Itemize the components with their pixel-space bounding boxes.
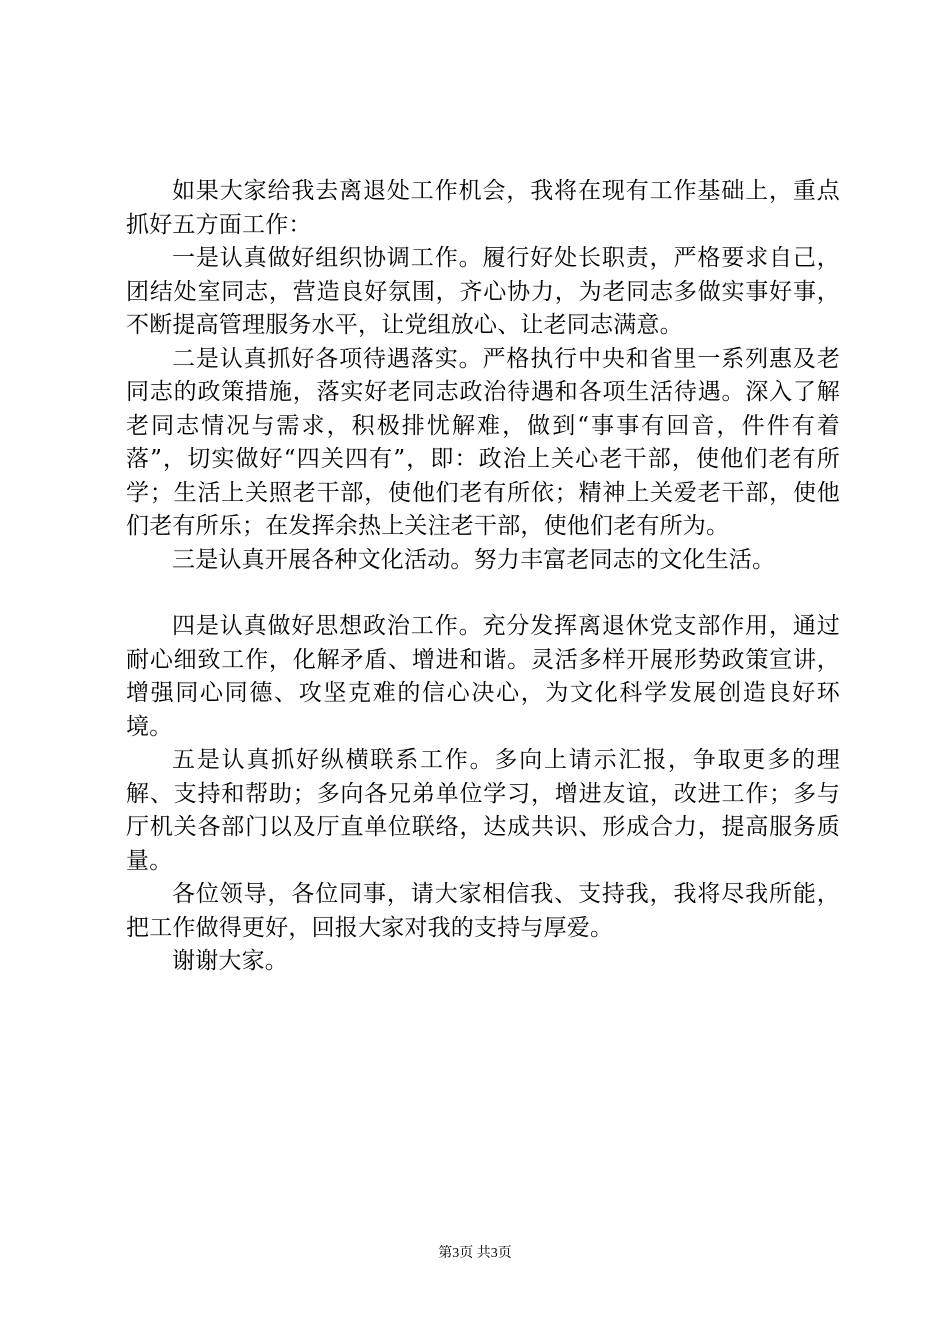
paragraph-point-2: 二是认真抓好各项待遇落实。严格执行中央和省里一系列惠及老同志的政策措施，落实好老同志政治待遇和各项生活待遇。深入了解老同志情况与需求，积极排忧解难，做到“事事有回音，件件有着落”，切实做好“四关四有”，即：政治上关心老干部，使他们老有所学；生活上关照老干部，使他们老有所依；精神上关爱老干部，使他们老有所乐；在发挥余热上关注老干部，使他们老有所为。: [126, 345, 840, 539]
paragraph-thanks: 谢谢大家。: [172, 948, 288, 974]
paragraph-point-1: 一是认真做好组织协调工作。履行好处长职责，严格要求自己，团结处室同志，营造良好氛围，齐心协力，为老同志多做实事好事，不断提高管理服务水平，让党组放心、让老同志满意。: [126, 245, 840, 338]
paragraph-intro: 如果大家给我去离退处工作机会，我将在现有工作基础上，重点抓好五方面工作：: [126, 178, 840, 238]
paragraph-closing: 各位领导，各位同事，请大家相信我、支持我，我将尽我所能，把工作做得更好，回报大家对我的支持与厚爱。: [126, 881, 840, 941]
document-body: [126, 175, 840, 979]
page-number-footer: 第3页 共3页: [438, 1246, 512, 1261]
paragraph-point-3: 三是认真开展各种文化活动。努力丰富老同志的文化生活。: [172, 546, 776, 573]
paragraph-point-4: 四是认真做好思想政治工作。充分发挥离退休党支部作用，通过耐心细致工作，化解矛盾、增进和谐。灵活多样开展形势政策宣讲，增强同心同德、攻坚克难的信心决心，为文化科学发展创造良好环境。: [126, 613, 840, 740]
paragraph-point-5: 五是认真抓好纵横联系工作。多向上请示汇报，争取更多的理解、支持和帮助；多向各兄弟单位学习，增进友谊，改进工作；多与厅机关各部门以及厅直单位联络，达成共识、形成合力，提高服务质量。: [126, 747, 840, 874]
